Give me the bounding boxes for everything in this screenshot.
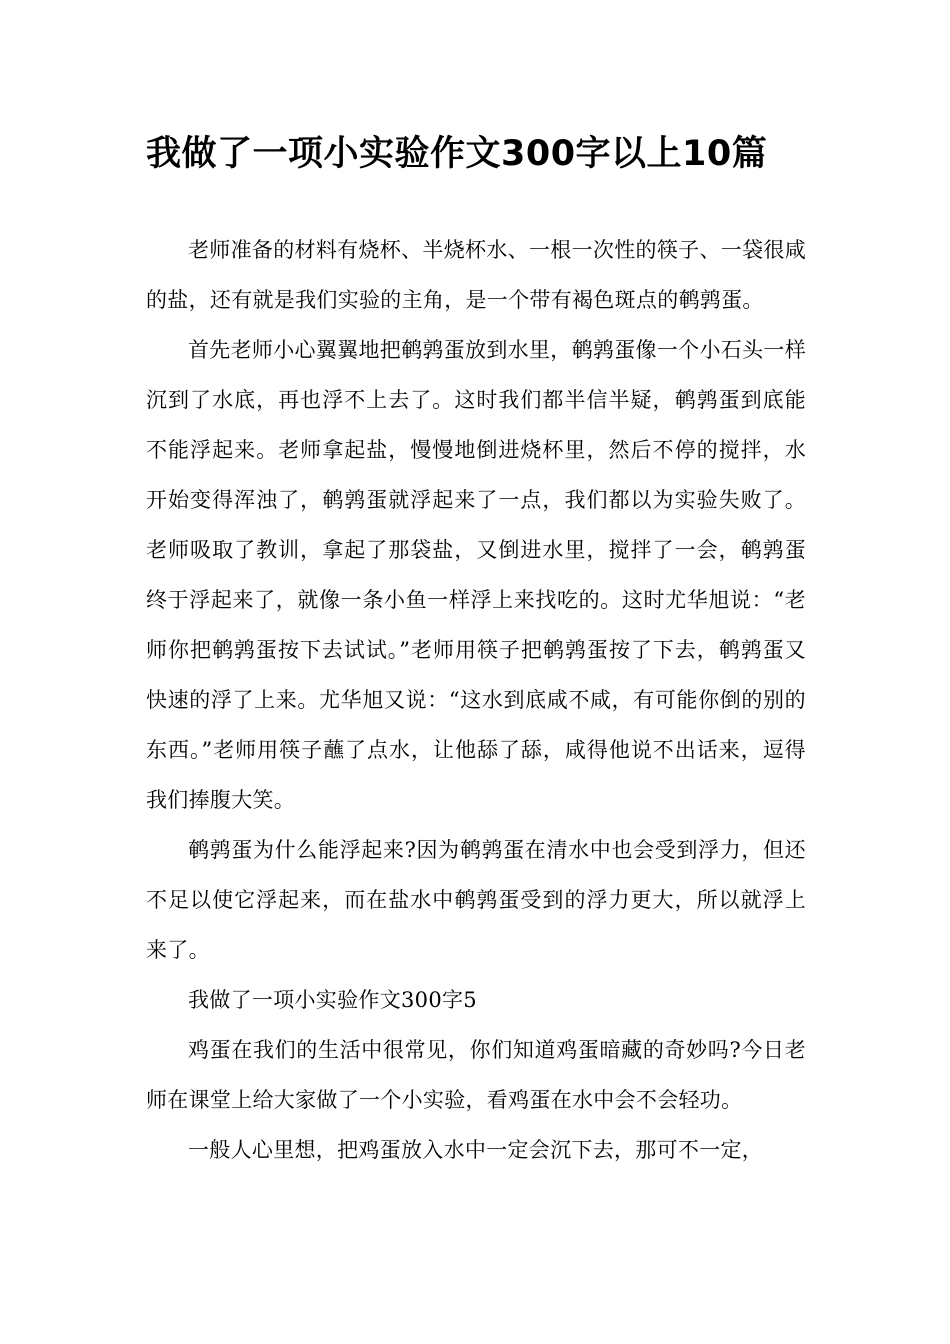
paragraph-egg-intro: 鸡蛋在我们的生活中很常见，你们知道鸡蛋暗藏的奇妙吗?今日老师在课堂上给大家做了一个小实验，看鸡蛋在水中会不会轻功。 [146, 1038, 806, 1112]
paragraph-materials: 老师准备的材料有烧杯、半烧杯水、一根一次性的筷子、一袋很咸的盐，还有就是我们实验的主角，是一个带有褐色斑点的鹌鹑蛋。 [146, 238, 806, 312]
document-title: 我做了一项小实验作文300字以上10篇 [146, 134, 768, 174]
paragraph-experiment-process: 首先老师小心翼翼地把鹌鹑蛋放到水里，鹌鹑蛋像一个小石头一样沉到了水底，再也浮不上去了。这时我们都半信半疑，鹌鹑蛋到底能不能浮起来。老师拿起盐，慢慢地倒进烧杯里，然后不停的搅拌，水开始变得浑浊了，鹌鹑蛋就浮起来了一点，我们都以为实验失败了。老师吸取了教训，拿起了那袋盐，又倒进水里，搅拌了一会，鹌鹑蛋终于浮起来了，就像一条小鱼一样浮上来找吃的。这时尤华旭说：“老师你把鹌鹑蛋按下去试试。”老师用筷子把鹌鹑蛋按了下去，鹌鹑蛋又快速的浮了上来。尤华旭又说：“这水到底咸不咸，有可能你倒的别的东西。”老师用筷子蘸了点水，让他舔了舔，咸得他说不出话来，逗得我们捧腹大笑。 [146, 338, 806, 812]
paragraph-explanation: 鹌鹑蛋为什么能浮起来?因为鹌鹑蛋在清水中也会受到浮力，但还不足以使它浮起来，而在盐水中鹌鹑蛋受到的浮力更大，所以就浮上来了。 [146, 838, 806, 962]
section-heading: 我做了一项小实验作文300字5 [188, 988, 477, 1012]
paragraph-egg-expectation: 一般人心里想，把鸡蛋放入水中一定会沉下去，那可不一定， [188, 1138, 764, 1162]
document-body [146, 225, 806, 1175]
